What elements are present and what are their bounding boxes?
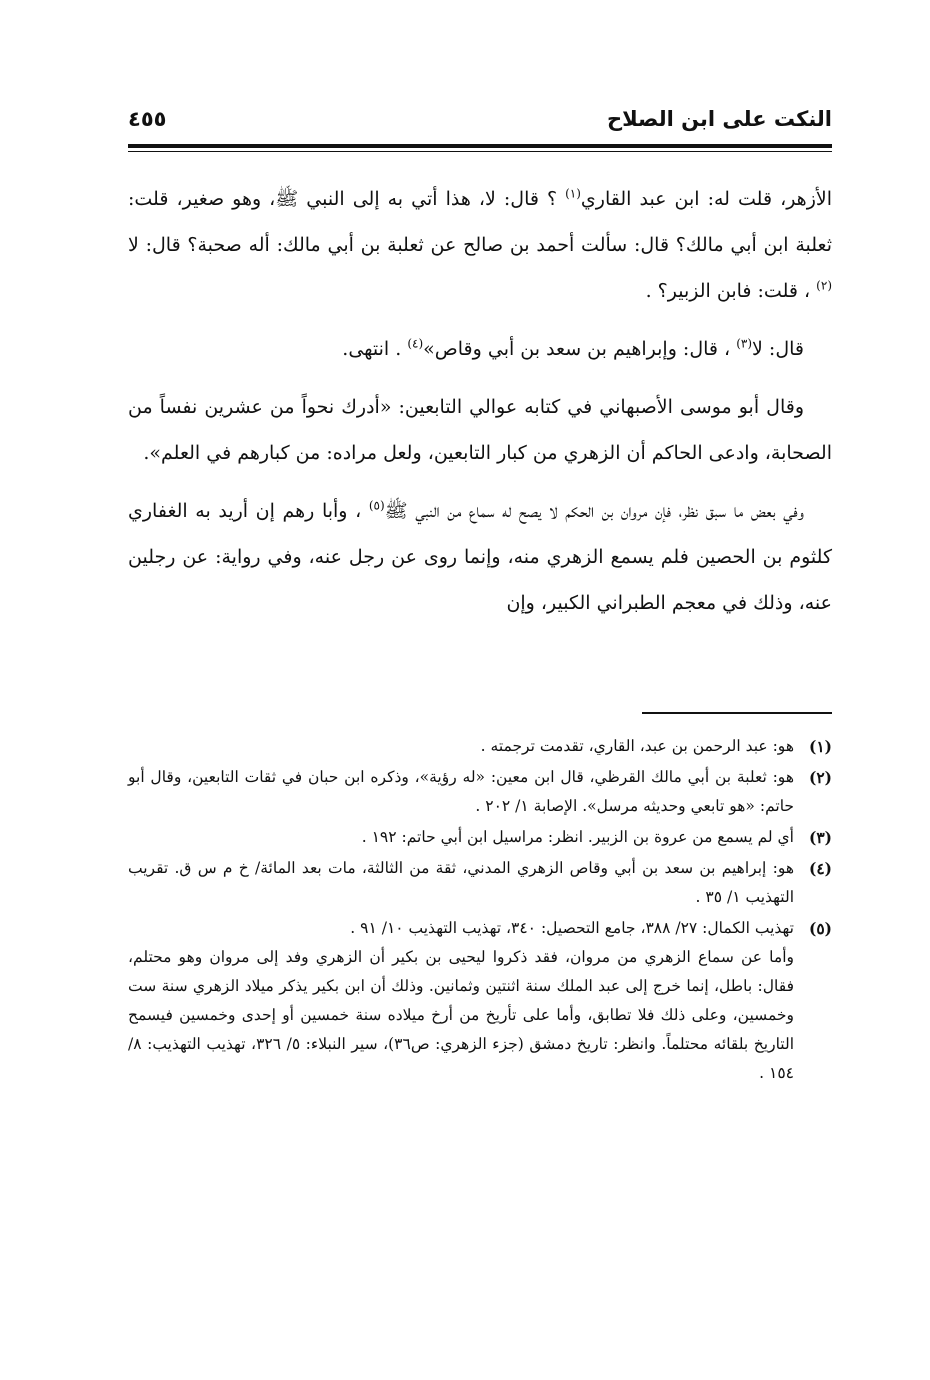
paragraph-1-part-b: ؟ قال: لا، هذا أتي به إلى النبي ﷺ، وهو صغير، قلت: ثعلبة ابن أبي مالك؟ قال: سألت أحمد بن صالح عن ثعلبة بن أبي مالك: أله صحبة؟ قال: لا (128, 188, 832, 256)
footnote-5 (128, 914, 832, 1088)
paragraph-2-part-b: ، قال: وإبراهيم بن سعد بن أبي وقاص» (423, 338, 737, 360)
footnote-ref-3: (٣) (736, 336, 753, 351)
footnote-number: (٤) (808, 859, 832, 878)
footnote-text: تهذيب الكمال: ٢٧/ ٣٨٨، جامع التحصيل: ٣٤٠، تهذيب التهذيب ١٠/ ٩١ . (350, 919, 794, 937)
footnote-separator (642, 712, 832, 714)
footnotes (128, 732, 832, 1090)
paragraph-2-part-a: قال: لا (752, 338, 804, 360)
running-title: النكت على ابن الصلاح (606, 107, 832, 131)
footnote-ref-5: (٥) (368, 498, 385, 513)
paragraph-3-text: وقال أبو موسى الأصبهاني في كتابه عوالي التابعين: «أدرك نحواً من عشرين نفساً من الصحابة، وادعى الحاكم أن الزهري من كبار التابعين، ولعل مراده: من كبارهم في العلم». (128, 396, 832, 464)
footnote-2 (128, 763, 832, 821)
paragraph-2 (128, 326, 832, 372)
footnote-text: هو: ثعلبة بن أبي مالك القرظي، قال ابن معين: «له رؤية»، وذكره ابن حبان في ثقات التابعين، وقال أبو حاتم: «هو تابعي وحديثه مرسل». الإصابة ١/ ٢٠٢ . (128, 768, 794, 815)
footnote-number: (١) (808, 737, 832, 756)
footnote-text: أي لم يسمع من عروة بن الزبير. انظر: مراسيل ابن أبي حاتم: ١٩٢ . (361, 828, 794, 846)
main-text (128, 176, 832, 638)
paragraph-4-part-b: ، وأبا رهم إن أريد به الغفاري كلثوم بن الحصين فلم يسمع الزهري منه، وإنما روى عن رجل عنه، وفي رواية: عن رجلين عنه، وذلك في معجم الطبراني الكبير، وإن (128, 500, 832, 614)
paragraph-2-part-c: . انتهى. (342, 338, 408, 360)
footnote-ref-2: (٢) (816, 278, 832, 293)
paragraph-3 (128, 384, 832, 476)
book-page (128, 0, 832, 1380)
footnote-number: (٢) (808, 768, 832, 787)
page-number: ٤٥٥ (128, 107, 167, 131)
footnote-ref-1: (١) (565, 186, 581, 201)
paragraph-4-part-a: وفي بعض ما سبق نظر، فإن مروان بن الحكم لا يصح له سماع من النبي ﷺ (384, 500, 804, 522)
header-rule-thin (128, 151, 832, 152)
paragraph-1-part-c: ، قلت: فابن الزبير؟ . (645, 280, 817, 302)
page-header (128, 100, 832, 140)
footnote-text: هو: إبراهيم بن سعد بن أبي وقاص الزهري المدني، ثقة من الثالثة، مات بعد المائة/ خ م س ق. تقريب التهذيب ١/ ٣٥ . (128, 859, 794, 906)
paragraph-4 (128, 488, 832, 626)
paragraph-1 (128, 176, 832, 314)
footnote-4 (128, 854, 832, 912)
paragraph-1-part-a: الأزهر، قلت له: ابن عبد القاري (580, 188, 832, 210)
footnote-1 (128, 732, 832, 761)
footnote-5-continuation: وأما عن سماع الزهري من مروان، فقد ذكروا ليحيى بن بكير أن الزهري وفد إلى مروان وهو محتلم، فقال: باطل، إنما خرج إلى عبد الملك سنة اثنتين وثمانين. وذلك أن ابن بكير يذكر ميلاد الزهري سنة ست وخمسين، وعلى ذلك فلا تطابق، وأما على تأريخ من أرخ ميلاده سنة خمسين أو إحدى وخمسين فيسمح التاريخ بلقائه محتلماً. وانظر: تاريخ دمشق (جزء الزهري: ص٣٦)، سير النبلاء: ٥/ ٣٢٦، تهذيب التهذيب: ٨/ ١٥٤ . (128, 948, 794, 1082)
footnote-number: (٣) (808, 828, 832, 847)
footnote-3 (128, 823, 832, 852)
footnote-ref-4: (٤) (407, 336, 424, 351)
footnote-number: (٥) (808, 919, 832, 938)
footnote-text: هو: عبد الرحمن بن عبد، القاري، تقدمت ترجمته . (480, 737, 794, 755)
header-rule (128, 144, 832, 148)
